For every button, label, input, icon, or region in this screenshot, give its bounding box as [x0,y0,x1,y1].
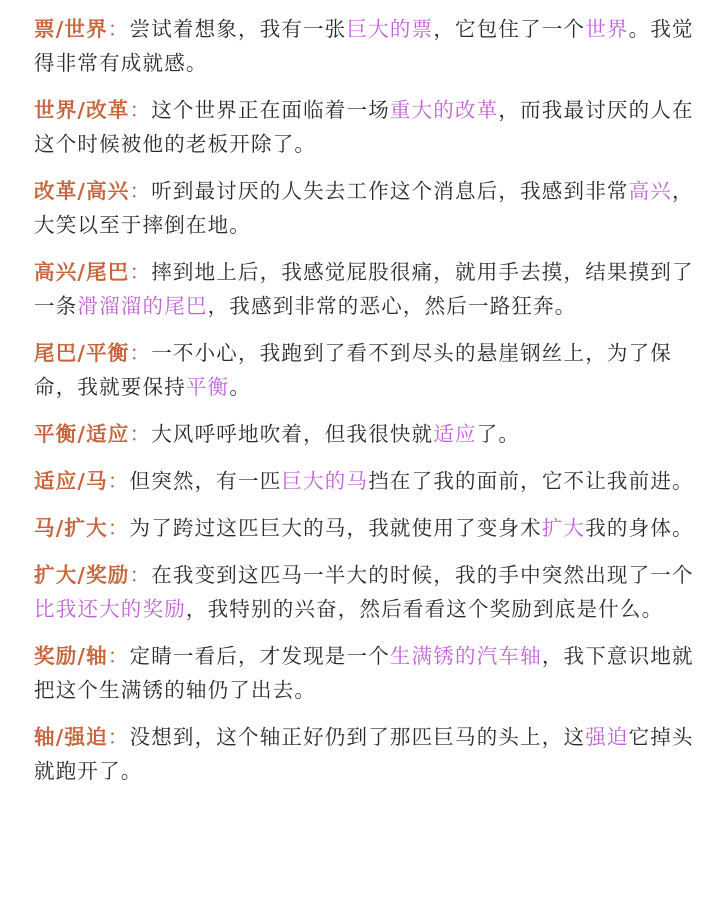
highlighted-phrase: 巨大的票 [346,17,434,41]
keyword-separator: ： [107,644,130,668]
keyword-pair: 扩大/奖励 [34,563,130,587]
keyword-separator: ： [107,516,130,540]
keyword-separator: ： [129,98,152,122]
story-text: 在我变到这匹马一半大的时候，我的手中突然出现了一个 [151,563,694,587]
story-paragraph [34,417,694,451]
keyword-separator: ： [107,17,130,41]
story-text: ，而我最讨厌的人在这个时候被他的老板开除了。 [34,98,694,156]
keyword-pair: 奖励/轴 [34,644,108,668]
story-text: 我的身体。 [585,516,694,540]
highlighted-phrase: 适应 [433,422,477,446]
keyword-separator: ： [129,341,152,365]
story-text: 尝试着想象，我有一张 [129,17,347,41]
story-paragraph [34,174,694,242]
story-paragraph [34,639,694,707]
keyword-pair: 平衡/适应 [34,422,130,446]
keyword-separator: ： [107,725,130,749]
story-paragraph [34,12,694,80]
story-text: 为了跨过这匹巨大的马，我就使用了变身术 [129,516,542,540]
story-text: ，我感到非常的恶心，然后一路狂奔。 [207,294,577,318]
story-text: 一不小心，我跑到了看不到尽头的悬崖钢丝上，为了保命，我就要保持 [34,341,673,399]
story-text: 摔到地上后，我感觉屁股很痛，就用手去摸，结果摸到了一条 [34,260,694,318]
highlighted-phrase: 世界 [585,17,629,41]
keyword-pair: 轴/强迫 [34,725,108,749]
keyword-pair: 适应/马 [34,469,108,493]
keyword-pair: 世界/改革 [34,98,130,122]
story-text: ，我下意识地就把这个生满锈的轴仍了出去。 [34,644,694,702]
highlighted-phrase: 生满锈的汽车轴 [389,644,542,668]
story-paragraph [34,558,694,626]
keyword-separator: ： [107,469,130,493]
keyword-separator: ： [129,422,152,446]
story-text: 听到最讨厌的人失去工作这个消息后，我感到非常 [151,179,629,203]
keyword-pair: 改革/高兴 [34,179,130,203]
story-text: 。 [229,375,252,399]
story-text: ，它包住了一个 [433,17,586,41]
highlighted-phrase: 高兴 [628,179,673,203]
highlighted-phrase: 扩大 [541,516,586,540]
story-paragraph [34,720,694,788]
highlighted-phrase: 重大的改革 [389,98,499,122]
story-text: 它掉头就跑开了。 [34,725,694,783]
story-paragraph [34,464,694,498]
highlighted-phrase: 平衡 [185,375,230,399]
story-text: 大风呼呼地吹着，但我很快就 [151,422,434,446]
story-text: ，我特别的兴奋，然后看看这个奖励到底是什么。 [185,597,664,621]
keyword-pair: 尾巴/平衡 [34,341,130,365]
story-text: 这个世界正在面临着一场 [151,98,390,122]
keyword-pair: 高兴/尾巴 [34,260,130,284]
story-text: 挡在了我的面前，它不让我前进。 [368,469,694,493]
story-paragraph [34,255,694,323]
story-text: 。我觉得非常有成就感。 [34,17,694,75]
keyword-pair: 马/扩大 [34,516,108,540]
story-text: 没想到，这个轴正好仍到了那匹巨马的头上，这 [129,725,586,749]
story-text: 但突然，有一匹 [129,469,282,493]
keyword-pair: 票/世界 [34,17,108,41]
story-text: 了。 [476,422,521,446]
highlighted-phrase: 巨大的马 [281,469,369,493]
highlighted-phrase: 比我还大的奖励 [34,597,186,621]
story-text: ，大笑以至于摔倒在地。 [34,179,694,237]
highlighted-phrase: 强迫 [585,725,629,749]
keyword-separator: ： [129,260,152,284]
story-paragraph [34,336,694,404]
story-paragraph [34,511,694,545]
keyword-separator: ： [129,563,152,587]
story-text: 定睛一看后，才发现是一个 [129,644,390,668]
keyword-separator: ： [129,179,152,203]
story-paragraph [34,93,694,161]
highlighted-phrase: 滑溜溜的尾巴 [77,294,208,318]
